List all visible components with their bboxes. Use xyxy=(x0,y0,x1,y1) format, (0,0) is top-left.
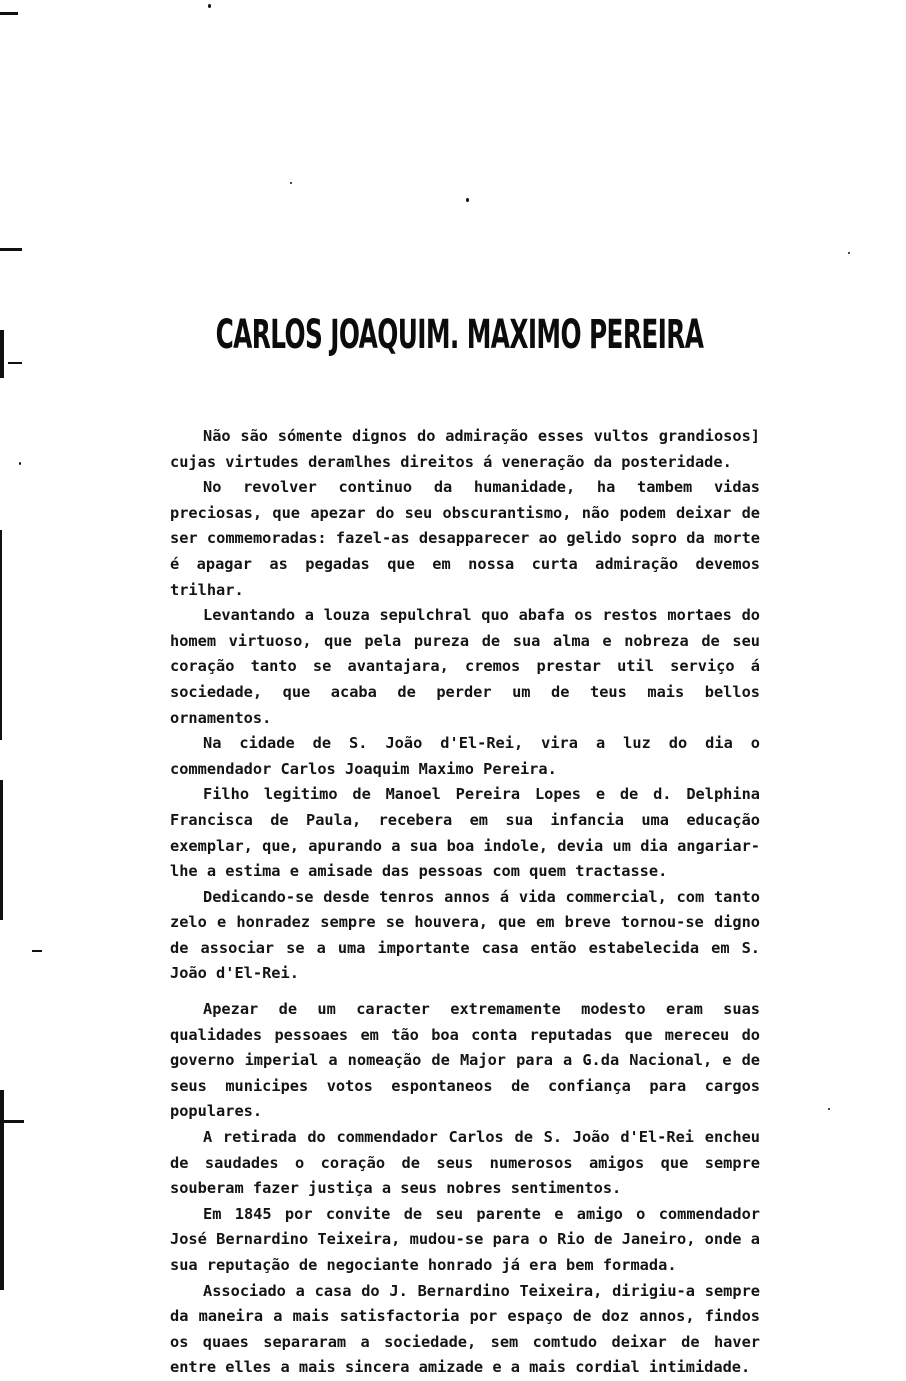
paragraph-8: A retirada do commendador Carlos de S. João d'El-Rei encheu de saudades o coração de seus numerosos amigos que sempre souberam fazer justiça a seus nobres sentimentos. xyxy=(170,1128,760,1198)
margin-mark xyxy=(0,530,2,740)
speck xyxy=(828,1108,830,1110)
margin-mark xyxy=(0,12,18,15)
paragraph-3: Levantando a louza sepulchral quo abafa os restos mortaes do homem virtuoso, que pela pureza de sua alma e nobreza de seu coração tanto se avantajara, cremos prestar util serviço á sociedade, que acaba de perder um de teus mais bellos ornamentos. xyxy=(170,606,760,727)
speck xyxy=(208,4,211,8)
paragraph-6: Dedicando-se desde tenros annos á vida commercial, com tanto zelo e honradez sempre se houvera, que em breve tornou-se digno de associar se a uma importante casa então estabelecida em S. João d'El-Rei. xyxy=(170,887,760,983)
margin-mark xyxy=(0,248,22,251)
paragraph-1: Não são sómente dignos do admiração esses vultos grandiosos] cujas virtudes deramlhes direitos á veneração da posteridade. xyxy=(170,427,760,471)
speck xyxy=(19,462,21,465)
paragraph-9: Em 1845 por convite de seu parente e amigo o commendador José Bernardino Teixeira, mudou-se para o Rio de Janeiro, onde a sua reputação de negociante honrado já era bem formada. xyxy=(170,1204,760,1274)
paragraph-7: Apezar de um caracter extremamente modesto eram suas qualidades pessoaes em tão boa conta reputadas que mereceu do governo imperial a nomeação de Major para a G.da Nacional, e de seus municipes votos espontaneos de confiança para cargos populares. xyxy=(170,1000,760,1121)
margin-mark xyxy=(32,950,42,952)
page-title: CARLOS JOAQUIM. MAXIMO PEREIRA xyxy=(215,312,704,358)
speck xyxy=(290,182,292,184)
paragraph-5: Filho legitimo de Manoel Pereira Lopes e de d. Delphina Francisca de Paula, recebera em sua infancia uma educação exemplar, que, apurando a sua boa indole, devia um dia angariar-lhe a estima e amisade das pessoas com quem tractasse. xyxy=(170,785,760,881)
speck xyxy=(848,252,850,254)
paragraph-2: No revolver continuo da humanidade, ha tambem vidas preciosas, que apezar do seu obscurantismo, não podem deixar de ser commemoradas: fazel-as desapparecer ao gelido sopro da morte é apagar as pegadas que em nossa curta admiração devemos trilhar. xyxy=(170,478,760,599)
paragraph-10: Associado a casa do J. Bernardino Teixeira, dirigiu-a sempre da maneira a mais satisfactoria por espaço de doz annos, findos os quaes separaram a sociedade, sem comtudo deixar de haver entre elles a mais sincera amizade e a mais cordial intimidade. xyxy=(170,1281,760,1377)
body-text xyxy=(170,424,760,1381)
speck xyxy=(466,198,469,202)
margin-mark xyxy=(0,780,3,920)
margin-mark xyxy=(0,1120,24,1123)
margin-mark xyxy=(8,362,22,364)
paragraph-4: Na cidade de S. João d'El-Rei, vira a luz do dia o commendador Carlos Joaquim Maximo Pereira. xyxy=(170,734,760,778)
margin-mark xyxy=(0,330,4,378)
